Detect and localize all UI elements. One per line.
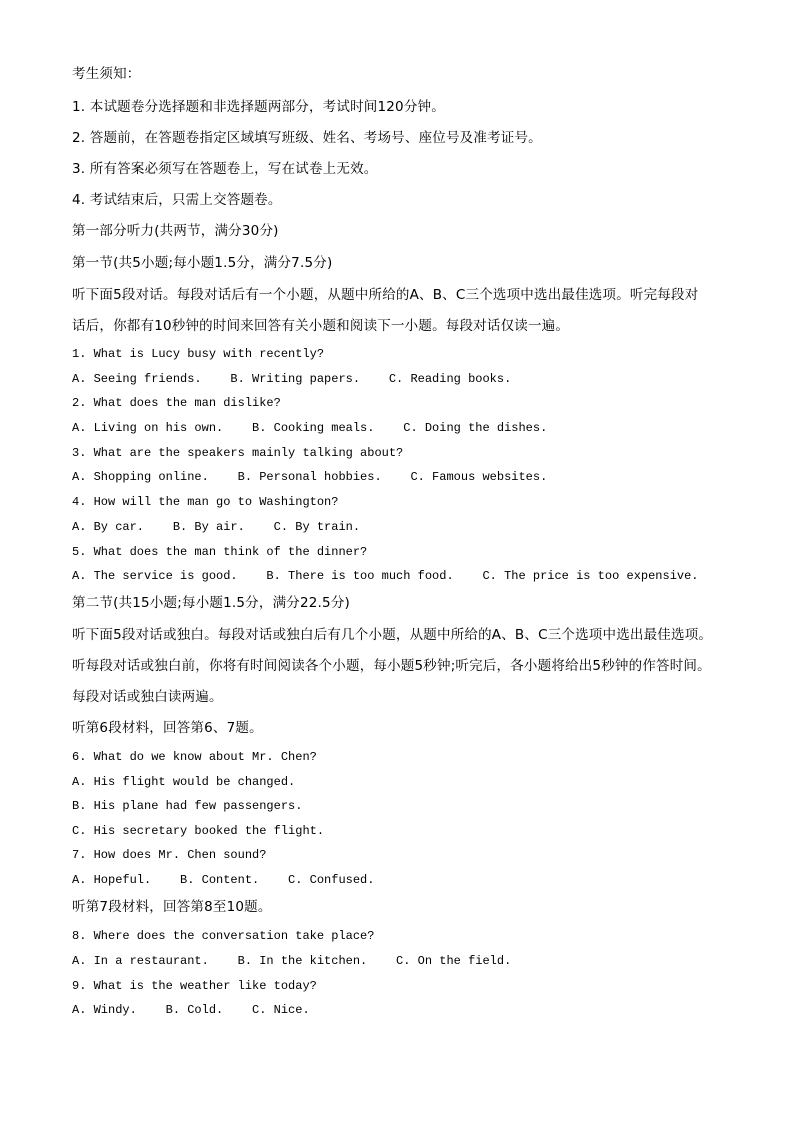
question-8-options: A. In a restaurant. B. In the kitchen. C. On the field. xyxy=(72,954,512,968)
question-1: 1. What is Lucy busy with recently? xyxy=(72,347,325,361)
question-3: 3. What are the speakers mainly talking about? xyxy=(72,446,404,460)
part1-title: 第一部分听力(共两节，满分30分) xyxy=(72,223,279,239)
question-6-option: C. His secretary booked the flight. xyxy=(72,824,325,838)
notice-item: 4. 考试结束后，只需上交答题卷。 xyxy=(72,192,282,208)
question-7: 7. How does Mr. Chen sound? xyxy=(72,848,267,862)
section2-instruction: 听下面5段对话或独白。每段对话或独白后有几个小题，从题中所给的A、B、C三个选项中选出最佳选项。 xyxy=(72,627,713,643)
question-9: 9. What is the weather like today? xyxy=(72,979,317,993)
notice-item: 3. 所有答案必须写在答题卷上，写在试卷上无效。 xyxy=(72,161,378,177)
section2-instruction: 每段对话或独白读两遍。 xyxy=(72,689,223,705)
question-8: 8. Where does the conversation take place? xyxy=(72,929,375,943)
notice-heading: 考生须知： xyxy=(72,66,141,82)
section2-instruction: 听每段对话或独白前，你将有时间阅读各个小题，每小题5秒钟;听完后，各小题将给出5秒钟的作答时间。 xyxy=(72,658,711,674)
question-5: 5. What does the man think of the dinner? xyxy=(72,545,368,559)
question-2-options: A. Living on his own. B. Cooking meals. C. Doing the dishes. xyxy=(72,421,548,435)
notice-item: 1. 本试题卷分选择题和非选择题两部分，考试时间120分钟。 xyxy=(72,99,445,115)
question-3-options: A. Shopping online. B. Personal hobbies. C. Famous websites. xyxy=(72,470,548,484)
question-5-options: A. The service is good. B. There is too much food. C. The price is too expensive. xyxy=(72,569,699,583)
question-6-option: B. His plane had few passengers. xyxy=(72,799,303,813)
question-4: 4. How will the man go to Washington? xyxy=(72,495,339,509)
question-7-options: A. Hopeful. B. Content. C. Confused. xyxy=(72,873,375,887)
material7-title: 听第7段材料，回答第8至10题。 xyxy=(72,899,272,915)
material6-title: 听第6段材料，回答第6、7题。 xyxy=(72,720,263,736)
question-6-option: A. His flight would be changed. xyxy=(72,775,296,789)
notice-item: 2. 答题前，在答题卷指定区域填写班级、姓名、考场号、座位号及准考证号。 xyxy=(72,130,542,146)
section1-instruction: 话后，你都有10秒钟的时间来回答有关小题和阅读下一小题。每段对话仅读一遍。 xyxy=(72,318,570,334)
question-4-options: A. By car. B. By air. C. By train. xyxy=(72,520,361,534)
question-2: 2. What does the man dislike? xyxy=(72,396,281,410)
section1-instruction: 听下面5段对话。每段对话后有一个小题，从题中所给的A、B、C三个选项中选出最佳选项。听完每段对 xyxy=(72,287,699,303)
question-9-options: A. Windy. B. Cold. C. Nice. xyxy=(72,1003,310,1017)
question-1-options: A. Seeing friends. B. Writing papers. C. Reading books. xyxy=(72,372,512,386)
section1-title: 第一节(共5小题;每小题1.5分，满分7.5分) xyxy=(72,255,333,271)
question-6: 6. What do we know about Mr. Chen? xyxy=(72,750,317,764)
section2-title: 第二节(共15小题;每小题1.5分，满分22.5分) xyxy=(72,595,350,611)
